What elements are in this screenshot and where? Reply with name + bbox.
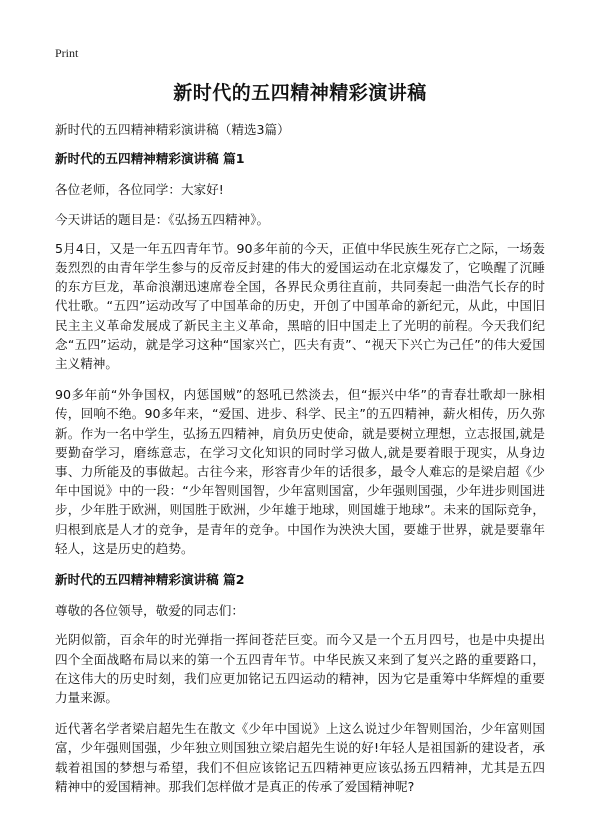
section-1-paragraph: 今天讲话的题目是：《弘扬五四精神》。 bbox=[55, 211, 270, 227]
section-heading-1: 新时代的五四精神精彩演讲稿 篇1 bbox=[55, 151, 245, 167]
section-heading-2: 新时代的五四精神精彩演讲稿 篇2 bbox=[55, 572, 245, 588]
print-label: Print bbox=[55, 46, 79, 60]
page-title: 新时代的五四精神精彩演讲稿 bbox=[173, 82, 427, 104]
section-1-paragraph: 90多年前“外争国权，内惩国贼”的怒吼已然淡去，但“振兴中华”的青春壮歌却一脉相传，回响不绝。90多年来，“爱国、进步、科学、民主”的五四精神，薪火相传，历久弥新。作为一名中学生，弘扬五四精神，肩负历史使命，就是要树立理想，立志报国,就是要勤奋学习，磨练意志，在学习文化知识的同时学习做人,就是要着眼于现实，从身边事、力所能及的事做起。古往今来，形容青少年的话很多，最令人难忘的是梁启超《少年中国说》中的一段：“少年智则国智，少年富则国富，少年强则国强，少年进步则国进步，少年胜于欧洲，则国胜于欧洲，少年雄于地球，则国雄于地球”。未来的国际竞争，归根到底是人才的竞争，是青年的竞争。中国作为泱泱大国，要雄于世界，就是要靠年轻人，这是历史的趋势。 bbox=[55, 387, 545, 556]
section-2-paragraph: 尊敬的各位领导，敬爱的同志们： bbox=[55, 603, 244, 619]
section-2-paragraph: 近代著名学者梁启超先生在散文《少年中国说》上这么说过少年智则国治，少年富则国富，少年强则国强，少年独立则国独立梁启超先生说的好!年轻人是祖国新的建设者，承载着祖国的梦想与希望，我们不但应该铭记五四精神更应该弘扬五四精神，尤其是五四精神中的爱国精神。那我们怎样做才是真正的传承了爱国精神呢? bbox=[55, 721, 545, 794]
document-subtitle: 新时代的五四精神精彩演讲稿（精选3篇） bbox=[55, 122, 290, 137]
section-1-paragraph: 各位老师，各位同学：大家好! bbox=[55, 182, 224, 198]
document-body bbox=[55, 120, 545, 808]
section-1-paragraph: 5月4日，又是一年五四青年节。90多年前的今天，正值中华民族生死存亡之际，一场轰轰烈烈的由青年学生参与的反帝反封建的伟大的爱国运动在北京爆发了，它唤醒了沉睡的东方巨龙，革命浪潮迅速席卷全国，各界民众勇往直前，共同奏起一曲浩气长存的时代壮歌。“五四”运动改写了中国革命的历史，开创了中国革命的新纪元，从此，中国旧民主主义革命发展成了新民主主义革命，黑暗的旧中国走上了光明的前程。今天我们纪念“五四”运动，就是学习这种“国家兴亡，匹夫有责”、“视天下兴亡为己任”的伟大爱国主义精神。 bbox=[55, 240, 545, 372]
section-2-paragraph: 光阴似箭，百余年的时光弹指一挥间苍茫巨变。而今又是一个五月四号，也是中央提出四个全面战略布局以来的第一个五四青年节。中华民族又来到了复兴之路的重要路口，在这伟大的历史时刻，我们应更加铭记五四运动的精神，因为它是重筹中华辉煌的重要力量来源。 bbox=[55, 632, 545, 706]
